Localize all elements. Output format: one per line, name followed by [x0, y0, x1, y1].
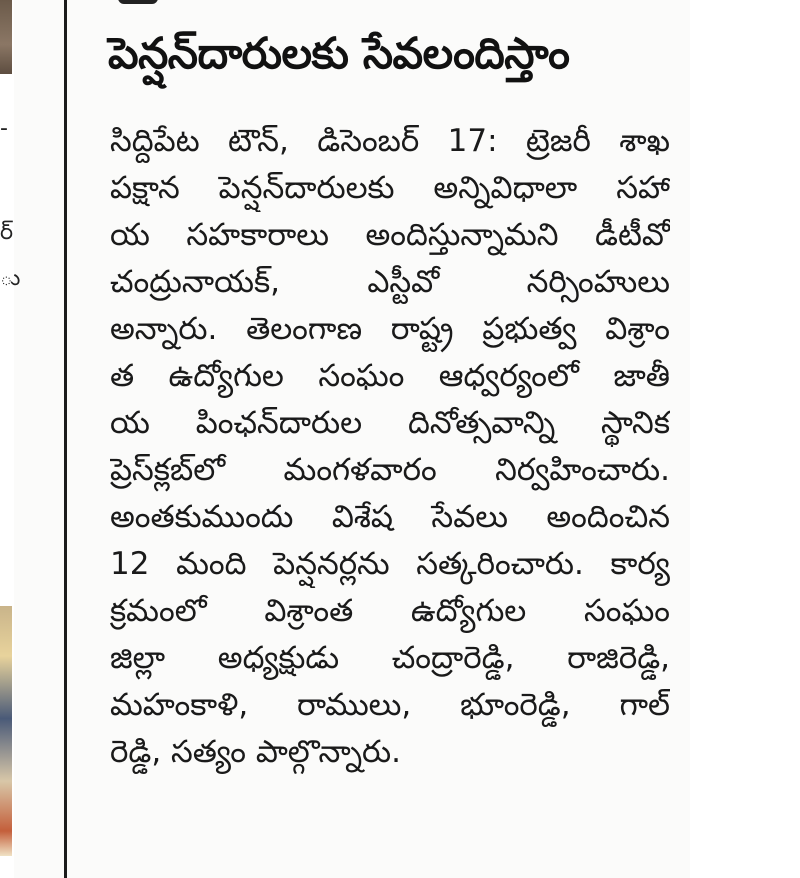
article-line: మహంకాళి, రాములు, భూంరెడ్డి, గాల్‌	[110, 687, 670, 723]
article-line: పక్షాన పెన్షన్‌దారులకు అన్నివిధాలా సహా	[110, 170, 670, 206]
article-line: ప్రెస్‌క్లబ్‌లో మంగళవారం నిర్వహించారు.	[110, 452, 670, 488]
article-line: రెడ్డి, సత్యం పాల్గొన్నారు.	[110, 734, 402, 770]
article-line: అంతకుముందు విశేష సేవలు అందించిన	[110, 499, 670, 535]
article-line: సిద్దిపేట టౌన్‌, డిసెంబర్‌ 17: ట్రెజరీ శాఖ	[110, 123, 670, 159]
column-divider	[64, 0, 67, 878]
previous-headline-fragment	[118, 0, 158, 4]
article-headline: పెన్షన్‌దారులకు సేవలందిస్తాం	[108, 29, 570, 79]
adjacent-text-fragment: ు	[0, 266, 21, 291]
article-line: య పింఛన్‌దారుల దినోత్సవాన్ని స్థానిక	[110, 405, 670, 441]
article-line: క్రమంలో విశ్రాంత ఉద్యోగుల సంఘం	[110, 593, 670, 629]
page-margin	[690, 0, 800, 878]
article-line: అన్నారు. తెలంగాణ రాష్ట్ర ప్రభుత్వ విశ్రాం	[110, 311, 670, 347]
article-line: జిల్లా అధ్యక్షుడు చంద్రారెడ్డి, రాజిరెడ్డి,	[110, 640, 670, 676]
adjacent-photo-fragment-bottom	[0, 606, 12, 856]
adjacent-text-fragment: -	[0, 116, 8, 141]
adjacent-photo-fragment-top	[0, 0, 12, 74]
article-line: 12 మంది పెన్షనర్లను సత్కరించారు. కార్య	[110, 546, 670, 582]
article-body	[110, 118, 670, 776]
adjacent-text-fragment: ర్	[0, 220, 14, 245]
article-line: చంద్రునాయక్‌, ఎస్టీవో నర్సింహులు	[110, 264, 670, 300]
article-line: య సహకారాలు అందిస్తున్నామని డీటీవో	[110, 217, 670, 253]
article-line: త ఉద్యోగుల సంఘం ఆధ్వర్యంలో జాతీ	[110, 358, 670, 394]
